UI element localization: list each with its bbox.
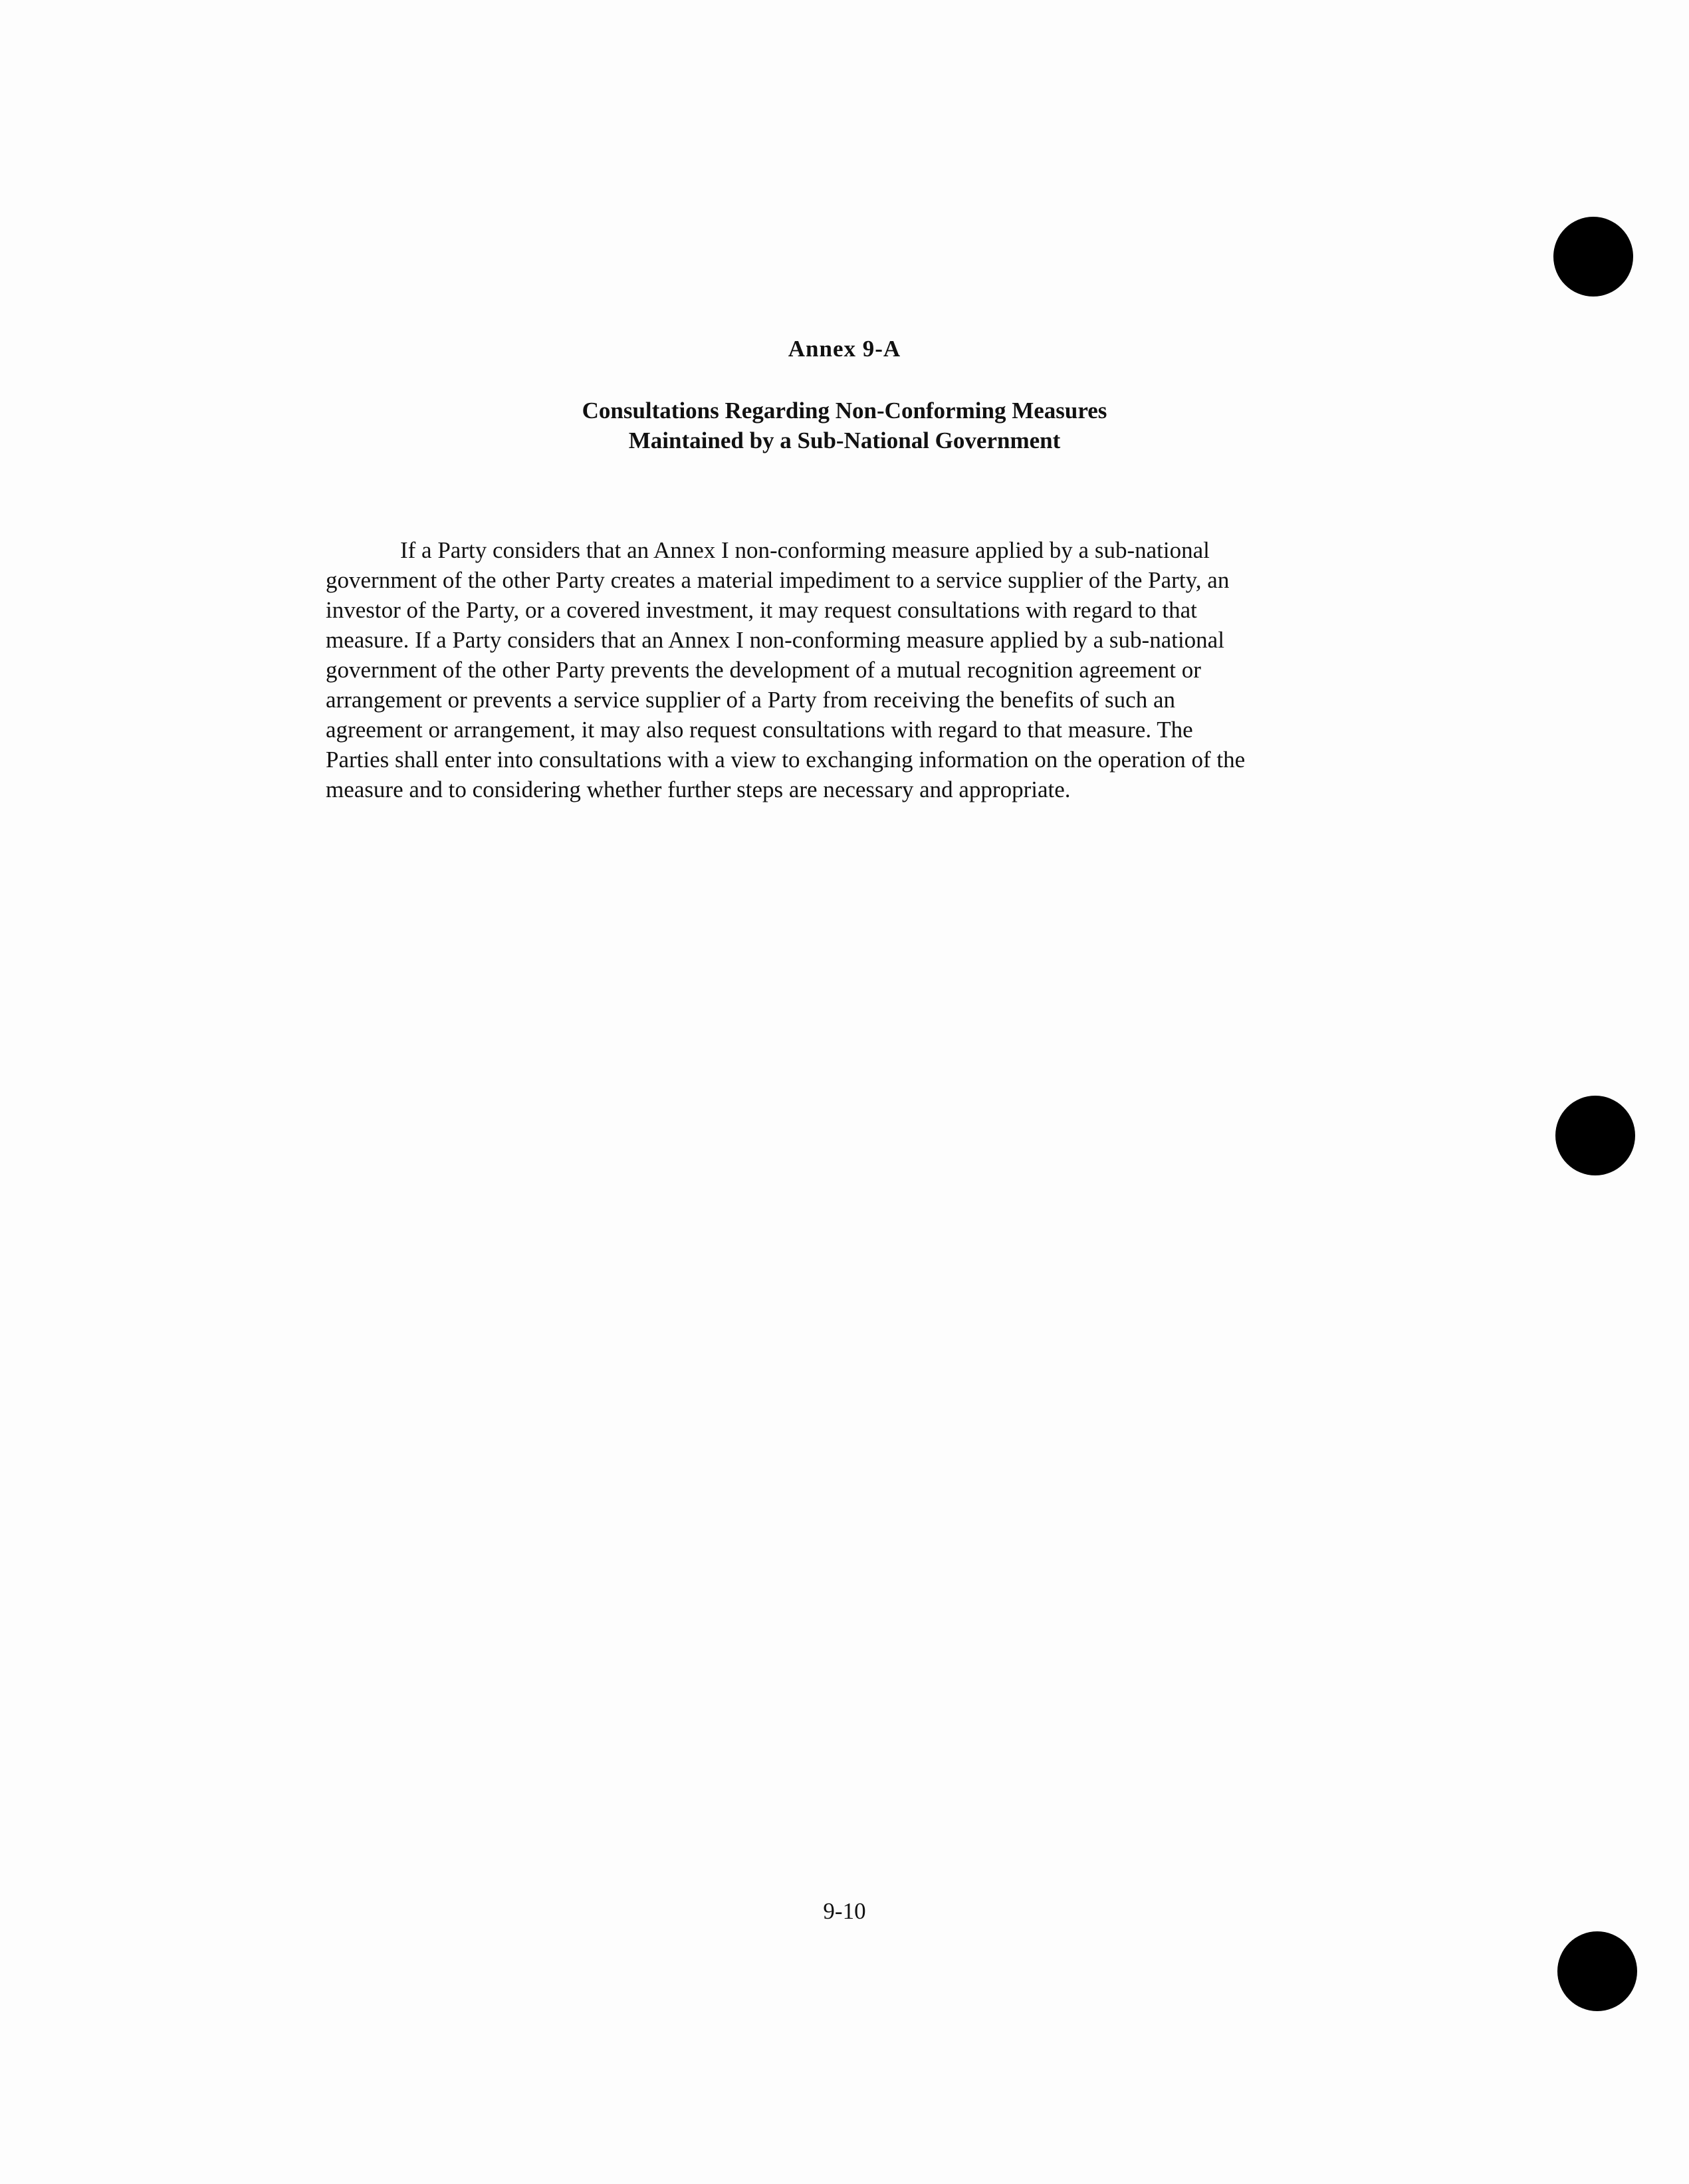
paragraph-line: arrangement or prevents a service supplier of a Party from receiving the benefits of such an xyxy=(326,687,1175,713)
punch-hole xyxy=(1553,217,1633,297)
body-paragraph xyxy=(326,535,1363,804)
annex-title: Annex 9-A xyxy=(788,336,901,362)
paragraph-line: government of the other Party creates a material impediment to a service supplier of the Party, an xyxy=(326,567,1230,593)
punch-hole xyxy=(1555,1096,1635,1175)
paragraph-line: measure and to considering whether further steps are necessary and appropriate. xyxy=(326,777,1071,802)
paragraph-line: If a Party considers that an Annex I non-conforming measure applied by a sub-national xyxy=(400,537,1210,563)
heading-line: Maintained by a Sub-National Government xyxy=(628,427,1061,453)
paragraph-line: measure. If a Party considers that an Annex I non-conforming measure applied by a sub-national xyxy=(326,627,1224,653)
page-number: 9-10 xyxy=(823,1898,866,1924)
paragraph-line: Parties shall enter into consultations with a view to exchanging information on the operation of the xyxy=(326,747,1246,773)
annex-heading xyxy=(0,396,1689,455)
heading-line: Consultations Regarding Non-Conforming Measures xyxy=(582,398,1107,424)
paragraph-line: investor of the Party, or a covered investment, it may request consultations with regard to that xyxy=(326,597,1197,623)
paragraph-line: agreement or arrangement, it may also request consultations with regard to that measure. The xyxy=(326,717,1193,743)
punch-hole xyxy=(1557,1931,1637,2011)
paragraph-line: government of the other Party prevents the development of a mutual recognition agreement or xyxy=(326,657,1201,683)
